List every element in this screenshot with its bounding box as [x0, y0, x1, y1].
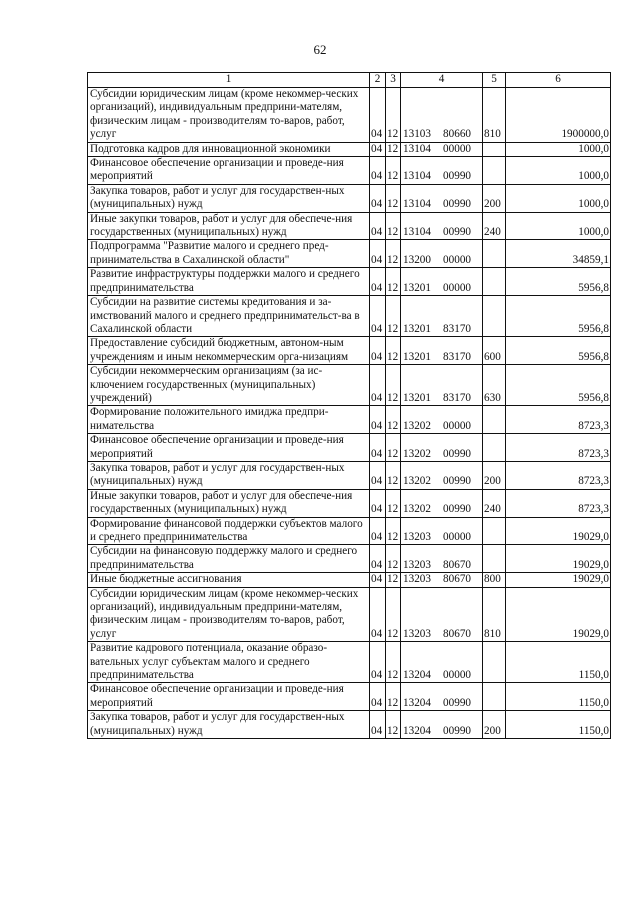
budget-table [87, 72, 611, 739]
row-code-part-a: 13204 [403, 724, 431, 737]
table-row [88, 157, 611, 185]
row-subsection: 12 [386, 461, 401, 489]
row-section: 04 [370, 337, 386, 365]
row-section: 04 [370, 365, 386, 406]
page-number: 62 [313, 42, 327, 57]
row-name: Предоставление субсидий бюджетным, автоном-ным учреждениям и иным некоммерческим орга-низациям [88, 337, 370, 365]
row-section: 04 [370, 406, 386, 434]
row-section: 04 [370, 142, 386, 156]
row-section: 04 [370, 489, 386, 517]
row-amount: 5956,8 [506, 296, 611, 337]
row-section: 04 [370, 517, 386, 545]
row-code-part-b: 00990 [443, 170, 471, 183]
row-subsection: 12 [386, 406, 401, 434]
row-name: Развитие кадрового потенциала, оказание образо-вательных услуг субъектам малого и среднего предпринимательства [88, 642, 370, 683]
row-target-code [401, 184, 483, 212]
row-code-part-a: 13200 [403, 253, 431, 266]
row-code-part-a: 13204 [403, 696, 431, 709]
row-amount: 5956,8 [506, 337, 611, 365]
row-code-part-b: 80670 [443, 573, 471, 586]
row-section: 04 [370, 434, 386, 462]
table-row [88, 517, 611, 545]
row-code-part-b: 80670 [443, 558, 471, 571]
row-subsection: 12 [386, 434, 401, 462]
row-expense-type [483, 683, 506, 711]
row-section: 04 [370, 157, 386, 185]
table-row [88, 184, 611, 212]
table-row [88, 545, 611, 573]
table-row [88, 573, 611, 587]
row-name: Финансовое обеспечение организации и проведе-ния мероприятий [88, 434, 370, 462]
row-code-part-b: 00990 [443, 724, 471, 737]
row-expense-type: 810 [483, 88, 506, 143]
row-subsection: 12 [386, 88, 401, 143]
row-target-code [401, 296, 483, 337]
row-target-code [401, 337, 483, 365]
row-name: Финансовое обеспечение организации и проведе-ния мероприятий [88, 157, 370, 185]
row-name: Развитие инфраструктуры поддержки малого и среднего предпринимательства [88, 268, 370, 296]
row-code-part-a: 13203 [403, 531, 431, 543]
row-subsection: 12 [386, 142, 401, 156]
row-code-part-a: 13202 [403, 503, 431, 516]
row-amount: 8723,3 [506, 489, 611, 517]
row-subsection: 12 [386, 642, 401, 683]
row-target-code [401, 240, 483, 268]
header-col-6: 6 [506, 73, 611, 88]
row-target-code [401, 88, 483, 143]
row-section: 04 [370, 573, 386, 587]
row-amount: 1000,0 [506, 142, 611, 156]
header-col-1: 1 [88, 73, 370, 88]
row-subsection: 12 [386, 268, 401, 296]
row-code-part-a: 13104 [403, 226, 431, 239]
row-section: 04 [370, 88, 386, 143]
row-subsection: 12 [386, 337, 401, 365]
row-name: Субсидии юридическим лицам (кроме некоммер-ческих организаций), индивидуальным предприни-мателям, физическим лицам - производителям то-варов, работ, услуг [88, 587, 370, 642]
table-row [88, 240, 611, 268]
row-code-part-b: 00000 [443, 253, 471, 266]
row-name: Иные закупки товаров, работ и услуг для обеспече-ния государственных (муниципальных) нужд [88, 489, 370, 517]
table-row [88, 587, 611, 642]
header-col-4: 4 [401, 73, 483, 88]
row-expense-type: 240 [483, 489, 506, 517]
row-code-part-a: 13203 [403, 627, 431, 640]
row-target-code [401, 642, 483, 683]
row-target-code [401, 545, 483, 573]
row-code-part-b: 80660 [443, 128, 471, 141]
row-target-code [401, 406, 483, 434]
row-target-code [401, 157, 483, 185]
row-code-part-a: 13104 [403, 198, 431, 211]
row-subsection: 12 [386, 240, 401, 268]
row-expense-type: 200 [483, 711, 506, 739]
row-code-part-a: 13204 [403, 669, 431, 682]
row-name: Подготовка кадров для инновационной экономики [88, 142, 370, 156]
row-code-part-b: 00990 [443, 696, 471, 709]
row-code-part-a: 13202 [403, 447, 431, 460]
row-subsection: 12 [386, 157, 401, 185]
table-row [88, 296, 611, 337]
row-expense-type [483, 434, 506, 462]
row-section: 04 [370, 711, 386, 739]
table-row [88, 711, 611, 739]
row-subsection: 12 [386, 587, 401, 642]
row-amount: 19029,0 [506, 587, 611, 642]
row-amount: 8723,3 [506, 461, 611, 489]
row-expense-type: 200 [483, 461, 506, 489]
row-subsection: 12 [386, 212, 401, 240]
row-target-code [401, 434, 483, 462]
row-name: Финансовое обеспечение организации и проведе-ния мероприятий [88, 683, 370, 711]
row-code-part-b: 83170 [443, 350, 471, 363]
row-amount: 34859,1 [506, 240, 611, 268]
row-target-code [401, 268, 483, 296]
row-target-code [401, 461, 483, 489]
row-code-part-a: 13104 [403, 170, 431, 183]
row-subsection: 12 [386, 683, 401, 711]
row-code-part-b: 00990 [443, 447, 471, 460]
row-amount: 1150,0 [506, 683, 611, 711]
row-target-code [401, 711, 483, 739]
row-name: Иные закупки товаров, работ и услуг для обеспече-ния государственных (муниципальных) нужд [88, 212, 370, 240]
row-code-part-a: 13203 [403, 558, 431, 571]
row-amount: 1150,0 [506, 642, 611, 683]
row-target-code [401, 212, 483, 240]
row-section: 04 [370, 184, 386, 212]
row-name: Субсидии юридическим лицам (кроме некоммер-ческих организаций), индивидуальным предприни-мателям, физическим лицам - производителям то-варов, работ, услуг [88, 88, 370, 143]
row-code-part-b: 00000 [443, 281, 471, 294]
table-row [88, 337, 611, 365]
row-name: Формирование положительного имиджа предпри-нимательства [88, 406, 370, 434]
row-amount: 19029,0 [506, 545, 611, 573]
table-row [88, 365, 611, 406]
row-amount: 8723,3 [506, 434, 611, 462]
row-amount: 1000,0 [506, 212, 611, 240]
row-code-part-b: 00990 [443, 226, 471, 239]
row-code-part-a: 13202 [403, 475, 431, 488]
row-code-part-b: 83170 [443, 322, 471, 335]
row-name: Закупка товаров, работ и услуг для государствен-ных (муниципальных) нужд [88, 711, 370, 739]
row-code-part-a: 13104 [403, 142, 431, 155]
row-expense-type [483, 157, 506, 185]
row-code-part-b: 00000 [443, 142, 471, 155]
table-row [88, 88, 611, 143]
row-name: Подпрограмма "Развитие малого и среднего пред-принимательства в Сахалинской области" [88, 240, 370, 268]
table-row [88, 642, 611, 683]
row-expense-type: 810 [483, 587, 506, 642]
header-col-2: 2 [370, 73, 386, 88]
row-expense-type [483, 517, 506, 545]
table-row [88, 142, 611, 156]
row-section: 04 [370, 683, 386, 711]
row-section: 04 [370, 461, 386, 489]
header-col-5: 5 [483, 73, 506, 88]
row-code-part-b: 00990 [443, 475, 471, 488]
row-target-code [401, 489, 483, 517]
row-expense-type [483, 296, 506, 337]
row-section: 04 [370, 240, 386, 268]
row-section: 04 [370, 545, 386, 573]
row-expense-type [483, 268, 506, 296]
row-expense-type: 240 [483, 212, 506, 240]
row-code-part-a: 13203 [403, 573, 431, 586]
row-expense-type [483, 142, 506, 156]
row-name: Формирование финансовой поддержки субъектов малого и среднего предпринимательства [88, 517, 370, 545]
row-amount: 5956,8 [506, 268, 611, 296]
row-target-code [401, 142, 483, 156]
row-code-part-a: 13202 [403, 419, 431, 432]
header-col-3: 3 [386, 73, 401, 88]
row-subsection: 12 [386, 184, 401, 212]
row-target-code [401, 365, 483, 406]
row-amount: 5956,8 [506, 365, 611, 406]
row-subsection: 12 [386, 545, 401, 573]
row-code-part-b: 80670 [443, 627, 471, 640]
table-row [88, 489, 611, 517]
row-expense-type: 630 [483, 365, 506, 406]
row-expense-type: 800 [483, 573, 506, 587]
row-section: 04 [370, 587, 386, 642]
table-row [88, 212, 611, 240]
row-code-part-b: 00000 [443, 531, 471, 543]
row-code-part-a: 13201 [403, 391, 431, 404]
row-section: 04 [370, 642, 386, 683]
row-name: Субсидии некоммерческим организациям (за ис-ключением государственных (муниципальных) учреждений) [88, 365, 370, 406]
table-row [88, 461, 611, 489]
row-code-part-b: 00000 [443, 419, 471, 432]
row-code-part-b: 00000 [443, 669, 471, 682]
row-expense-type [483, 240, 506, 268]
row-subsection: 12 [386, 296, 401, 337]
row-target-code [401, 587, 483, 642]
row-code-part-a: 13201 [403, 281, 431, 294]
table-row [88, 268, 611, 296]
row-amount: 1150,0 [506, 711, 611, 739]
row-code-part-b: 83170 [443, 391, 471, 404]
row-subsection: 12 [386, 517, 401, 545]
row-expense-type [483, 642, 506, 683]
row-code-part-b: 00990 [443, 503, 471, 516]
row-target-code [401, 573, 483, 587]
row-amount: 19029,0 [506, 517, 611, 545]
row-name: Закупка товаров, работ и услуг для государствен-ных (муниципальных) нужд [88, 461, 370, 489]
row-expense-type [483, 406, 506, 434]
row-code-part-b: 00990 [443, 198, 471, 211]
row-amount: 19029,0 [506, 573, 611, 587]
row-expense-type [483, 545, 506, 573]
row-amount: 1900000,0 [506, 88, 611, 143]
row-amount: 1000,0 [506, 184, 611, 212]
row-expense-type: 600 [483, 337, 506, 365]
row-section: 04 [370, 268, 386, 296]
header-row [88, 73, 611, 88]
table-row [88, 434, 611, 462]
row-code-part-a: 13103 [403, 128, 431, 141]
row-expense-type: 200 [483, 184, 506, 212]
table-row [88, 683, 611, 711]
row-subsection: 12 [386, 573, 401, 587]
row-name: Закупка товаров, работ и услуг для государствен-ных (муниципальных) нужд [88, 184, 370, 212]
row-amount: 1000,0 [506, 157, 611, 185]
row-name: Субсидии на финансовую поддержку малого и среднего предпринимательства [88, 545, 370, 573]
row-target-code [401, 517, 483, 545]
row-subsection: 12 [386, 365, 401, 406]
row-name: Иные бюджетные ассигнования [88, 573, 370, 587]
row-name: Субсидии на развитие системы кредитования и за-имствований малого и среднего предпринимательст-ва в Сахалинской области [88, 296, 370, 337]
row-code-part-a: 13201 [403, 350, 431, 363]
row-section: 04 [370, 212, 386, 240]
row-code-part-a: 13201 [403, 322, 431, 335]
row-section: 04 [370, 296, 386, 337]
table-row [88, 406, 611, 434]
row-subsection: 12 [386, 711, 401, 739]
row-subsection: 12 [386, 489, 401, 517]
row-target-code [401, 683, 483, 711]
row-amount: 8723,3 [506, 406, 611, 434]
